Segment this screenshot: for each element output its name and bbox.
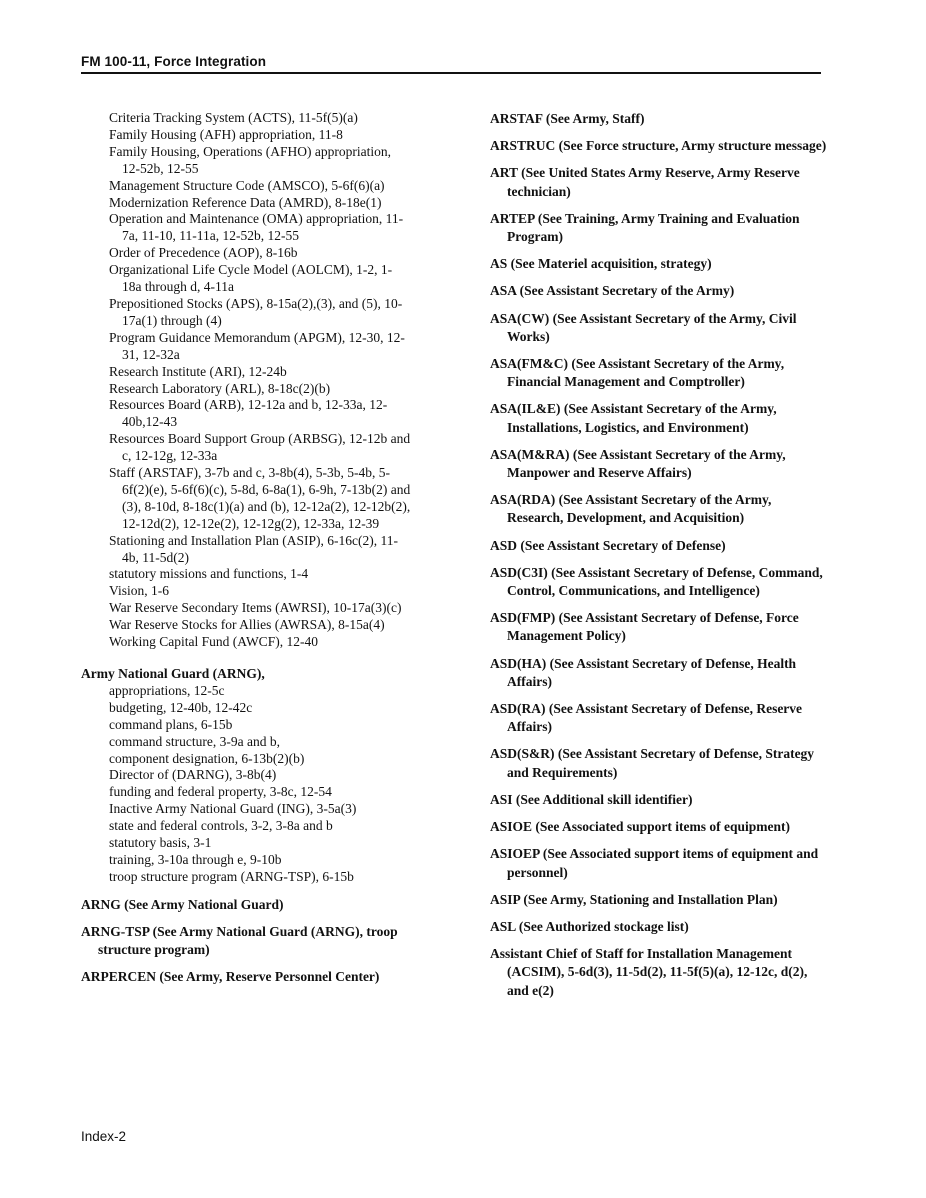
index-column-right bbox=[490, 110, 830, 1009]
left-cross-references bbox=[81, 896, 411, 987]
index-sub-entry: Resources Board (ARB), 12-12a and b, 12-33a, 12-40b,12-43 bbox=[109, 397, 388, 430]
index-sub-entry: Criteria Tracking System (ACTS), 11-5f(5)(a) bbox=[109, 110, 358, 125]
index-sub-entry: Prepositioned Stocks (APS), 8-15a(2),(3), and (5), 10-17a(1) through (4) bbox=[109, 295, 403, 328]
index-entry: AS (See Materiel acquisition, strategy) bbox=[490, 256, 712, 272]
index-sub-entry: Resources Board Support Group (ARBSG), 12-12b and c, 12-12g, 12-33a bbox=[109, 431, 411, 464]
index-entry-arng-tsp: ARNG-TSP (See Army National Guard (ARNG), troop structure program) bbox=[81, 923, 398, 958]
index-sub-entry: Staff (ARSTAF), 3-7b and c, 3-8b(4), 5-3b, 5-4b, 5-6f(2)(e), 5-6f(6)(c), 5-8d, 6-8a(1), 6-9h, 7-13b(2) and (3), 8-10d, 8-18c(1)(a) and (b), 12-12a(2), 12-12b(2), 12-12d(2), 12-12e(2), 12-12g(2), 12-33a, 12-39 bbox=[109, 465, 411, 531]
index-entry: ASL (See Authorized stockage list) bbox=[490, 918, 689, 934]
army-sub-entries bbox=[81, 110, 411, 651]
index-sub-entry: Family Housing, Operations (AFHO) appropriation, 12-52b, 12-55 bbox=[109, 143, 391, 176]
index-sub-entry: Working Capital Fund (AWCF), 12-40 bbox=[109, 634, 318, 650]
arng-sub-entries bbox=[81, 683, 411, 886]
index-heading-arng: Army National Guard (ARNG), bbox=[81, 666, 265, 681]
index-sub-entry: Stationing and Installation Plan (ASIP), 6-16c(2), 11-4b, 11-5d(2) bbox=[109, 532, 398, 565]
index-entry: ARSTRUC (See Force structure, Army structure message) bbox=[490, 138, 827, 154]
index-sub-entry: War Reserve Secondary Items (AWRSI), 10-17a(3)(c) bbox=[109, 600, 402, 616]
index-entry: ASIOEP (See Associated support items of equipment and personnel) bbox=[490, 846, 819, 880]
index-entry: Assistant Chief of Staff for Installation Management (ACSIM), 5-6d(3), 11-5d(2), 11-5f(5)(a), 12-12c, d(2), and e(2) bbox=[490, 946, 808, 998]
index-sub-entry: Order of Precedence (AOP), 8-16b bbox=[109, 245, 298, 261]
page-number-label: Index-2 bbox=[81, 1129, 127, 1144]
index-entry: ASD(C3I) (See Assistant Secretary of Defense, Command, Control, Communications, and Intelligence) bbox=[490, 564, 823, 599]
index-entry: ARTEP (See Training, Army Training and Evaluation Program) bbox=[490, 210, 800, 245]
index-entry: ASA(CW) (See Assistant Secretary of the Army, Civil Works) bbox=[490, 310, 797, 344]
index-sub-entry: Operation and Maintenance (OMA) appropriation, 11-7a, 11-10, 11-11a, 12-52b, 12-55 bbox=[109, 211, 404, 244]
index-sub-entry: Research Institute (ARI), 12-24b bbox=[109, 363, 287, 379]
index-entry: ASD(FMP) (See Assistant Secretary of Defense, Force Management Policy) bbox=[490, 610, 799, 644]
index-sub-entry: Research Laboratory (ARL), 8-18c(2)(b) bbox=[109, 380, 331, 396]
index-sub-entry: component designation, 6-13b(2)(b) bbox=[109, 750, 305, 766]
index-entry: ASA (See Assistant Secretary of the Army) bbox=[490, 283, 735, 299]
index-sub-entry: statutory basis, 3-1 bbox=[109, 835, 212, 851]
index-entry: ASIP (See Army, Stationing and Installation Plan) bbox=[490, 891, 778, 907]
index-entry: ASD (See Assistant Secretary of Defense) bbox=[490, 537, 726, 553]
index-column-left bbox=[81, 110, 411, 996]
index-sub-entry: Modernization Reference Data (AMRD), 8-18e(1) bbox=[109, 194, 382, 210]
header-rule bbox=[81, 72, 821, 74]
index-sub-entry: state and federal controls, 3-2, 3-8a and b bbox=[109, 818, 333, 834]
index-sub-entry: appropriations, 12-5c bbox=[109, 682, 225, 698]
index-sub-entry: War Reserve Stocks for Allies (AWRSA), 8-15a(4) bbox=[109, 617, 385, 633]
index-entry: ART (See United States Army Reserve, Army Reserve technician) bbox=[490, 165, 800, 199]
index-sub-entry: training, 3-10a through e, 9-10b bbox=[109, 851, 282, 867]
index-sub-entry: Vision, 1-6 bbox=[109, 583, 169, 599]
index-entry: ASA(FM&C) (See Assistant Secretary of the Army, Financial Management and Comptroller) bbox=[490, 356, 785, 390]
index-sub-entry: budgeting, 12-40b, 12-42c bbox=[109, 699, 253, 715]
index-sub-entry: troop structure program (ARNG-TSP), 6-15b bbox=[109, 868, 354, 884]
index-sub-entry: Organizational Life Cycle Model (AOLCM), 1-2, 1-18a through d, 4-11a bbox=[109, 262, 393, 295]
index-entry-arng: ARNG (See Army National Guard) bbox=[81, 896, 284, 912]
index-entry: ASA(M&RA) (See Assistant Secretary of the Army, Manpower and Reserve Affairs) bbox=[490, 446, 786, 481]
index-entry: ASD(RA) (See Assistant Secretary of Defense, Reserve Affairs) bbox=[490, 701, 803, 735]
index-entry: ASD(S&R) (See Assistant Secretary of Defense, Strategy and Requirements) bbox=[490, 746, 815, 780]
index-sub-entry: Management Structure Code (AMSCO), 5-6f(6)(a) bbox=[109, 177, 385, 193]
index-sub-entry: statutory missions and functions, 1-4 bbox=[109, 566, 309, 582]
index-entry: ARSTAF (See Army, Staff) bbox=[490, 111, 645, 126]
running-header-title: FM 100-11, Force Integration bbox=[81, 54, 267, 69]
index-entry: ASA(RDA) (See Assistant Secretary of the Army, Research, Development, and Acquisition) bbox=[490, 492, 772, 526]
index-entry-arpercen: ARPERCEN (See Army, Reserve Personnel Center) bbox=[81, 969, 380, 985]
index-sub-entry: Director of (DARNG), 3-8b(4) bbox=[109, 767, 277, 783]
index-sub-entry: Inactive Army National Guard (ING), 3-5a(3) bbox=[109, 801, 357, 817]
index-sub-entry: funding and federal property, 3-8c, 12-54 bbox=[109, 784, 332, 800]
index-sub-entry: command structure, 3-9a and b, bbox=[109, 733, 280, 749]
index-sub-entry: Family Housing (AFH) appropriation, 11-8 bbox=[109, 126, 343, 142]
index-sub-entry: Program Guidance Memorandum (APGM), 12-30, 12-31, 12-32a bbox=[109, 329, 405, 362]
index-entry: ASA(IL&E) (See Assistant Secretary of the Army, Installations, Logistics, and Environment) bbox=[490, 401, 777, 435]
index-entry: ASI (See Additional skill identifier) bbox=[490, 791, 693, 807]
index-entry: ASIOE (See Associated support items of equipment) bbox=[490, 819, 791, 835]
index-sub-entry: command plans, 6-15b bbox=[109, 716, 233, 732]
index-entry: ASD(HA) (See Assistant Secretary of Defense, Health Affairs) bbox=[490, 655, 797, 689]
